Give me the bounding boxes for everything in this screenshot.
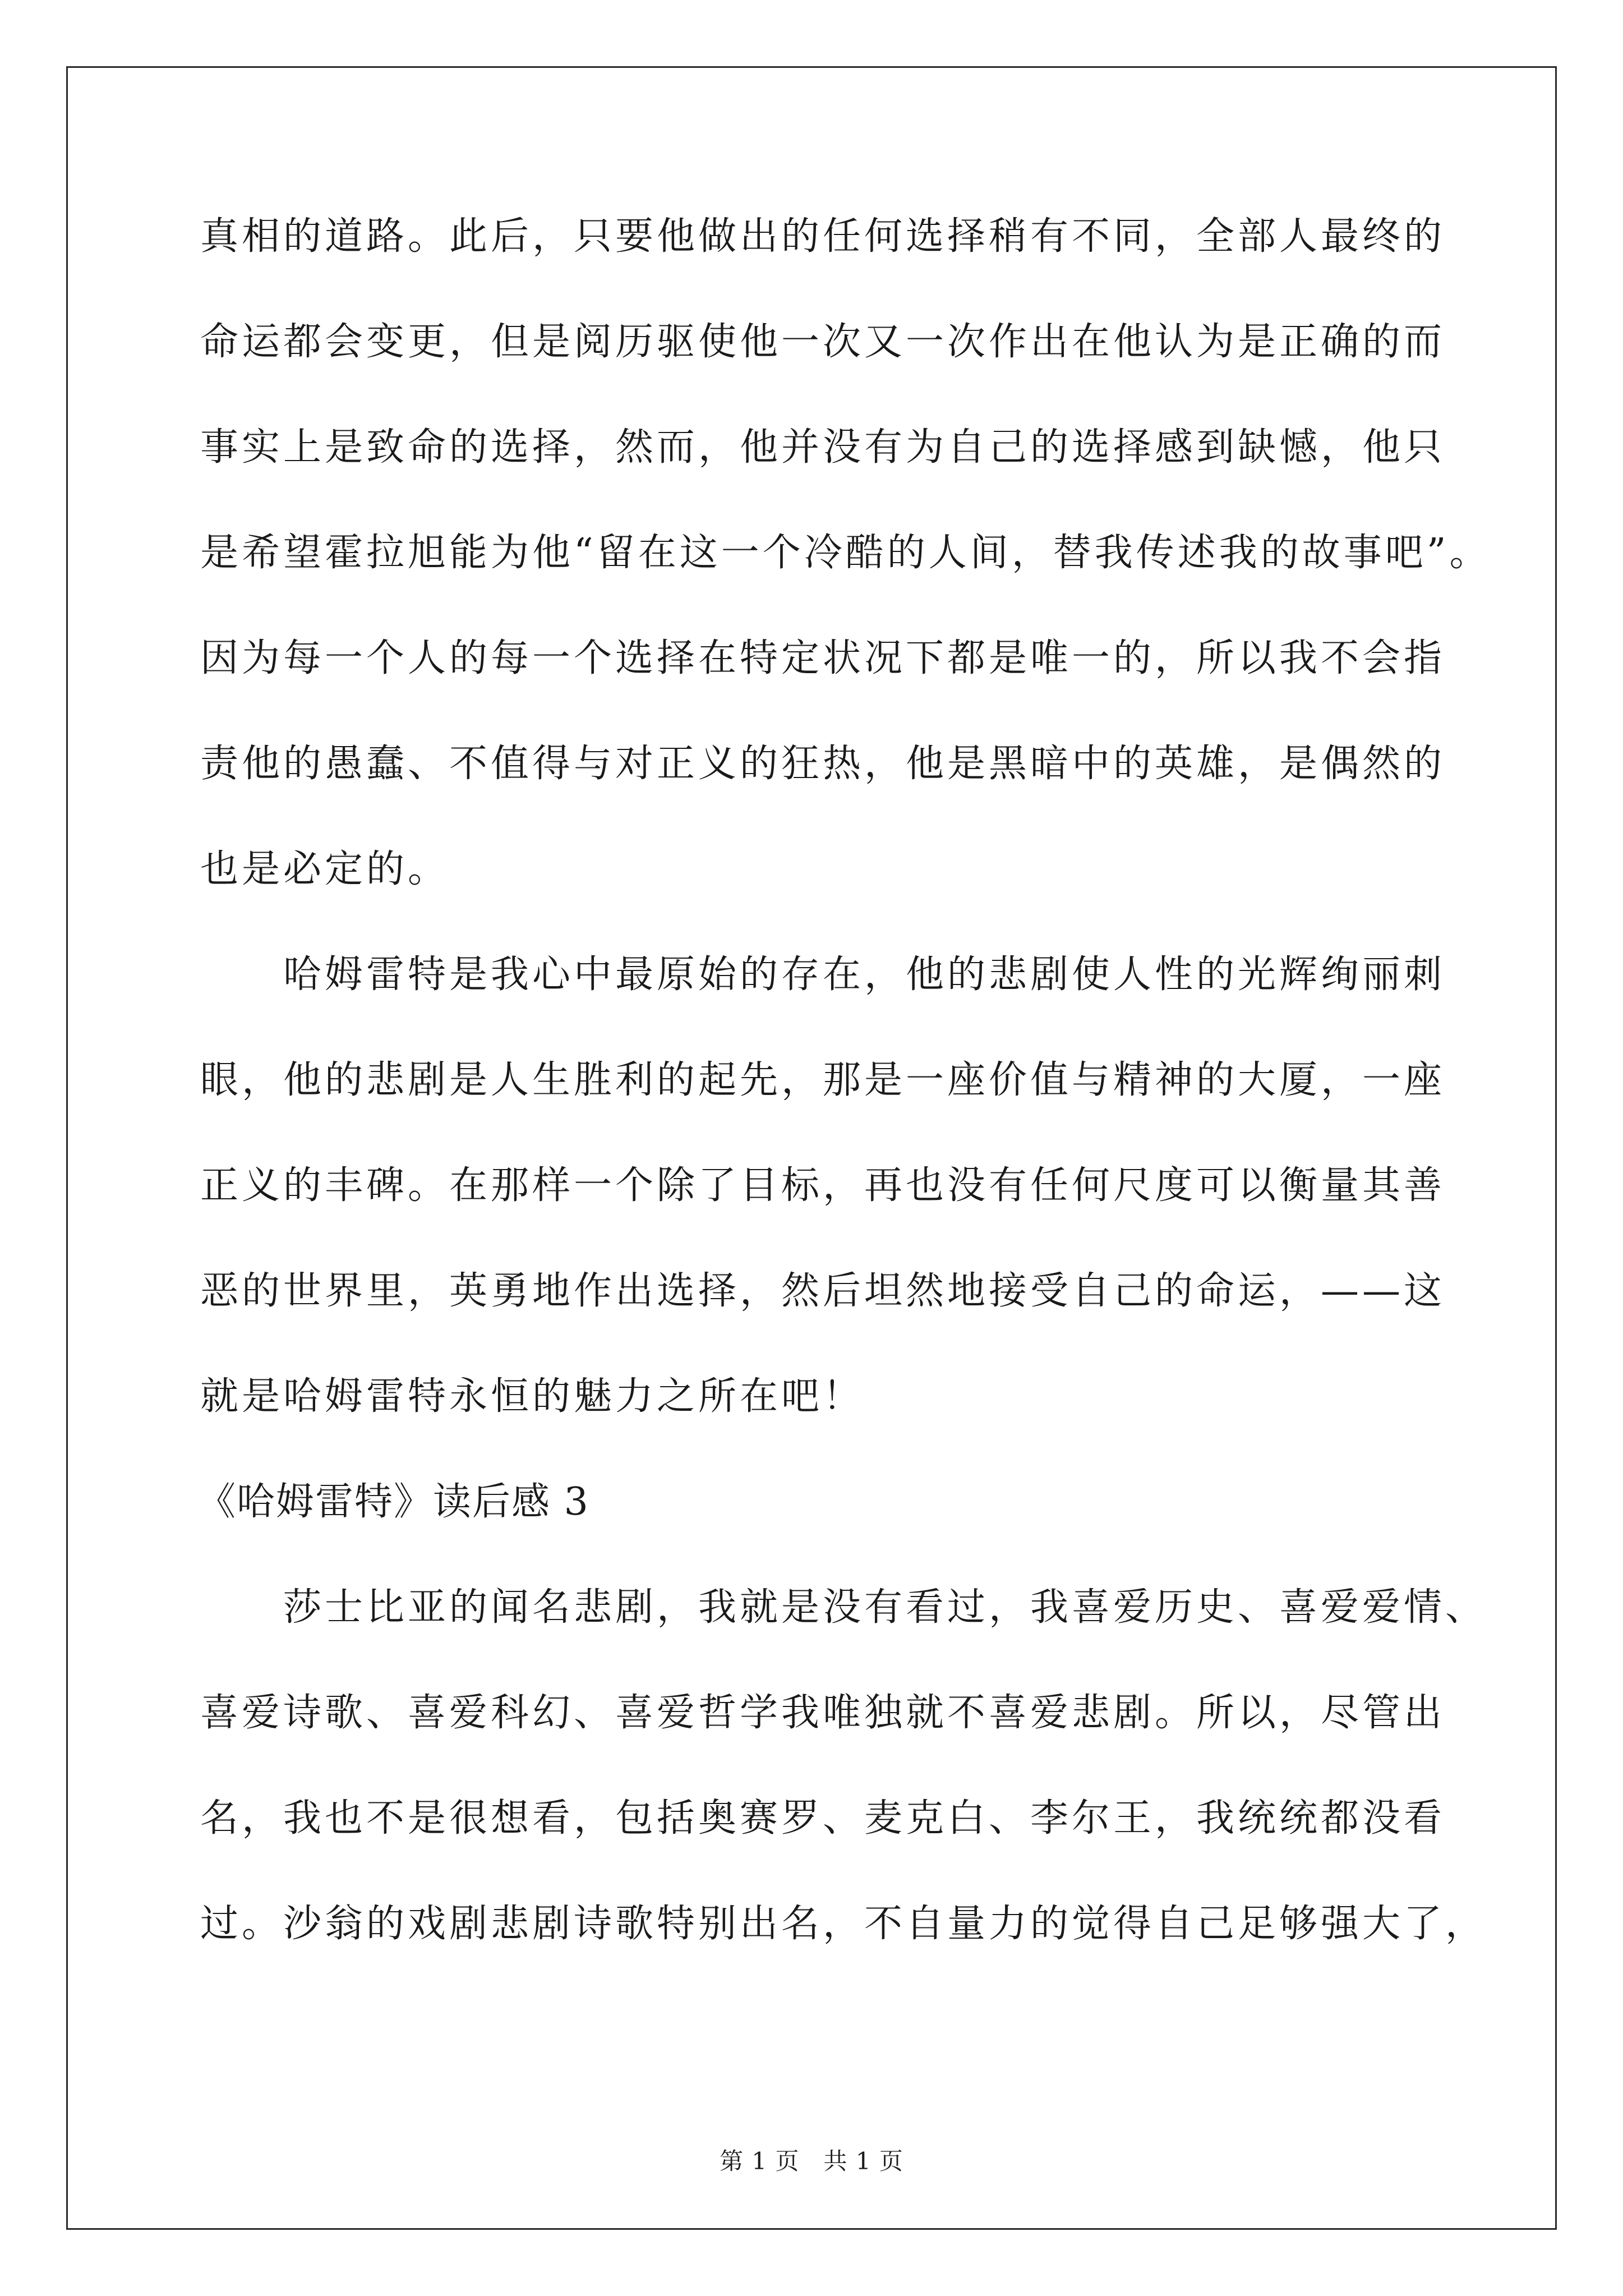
text-line: 喜爱诗歌、喜爱科幻、喜爱哲学我唯独就不喜爱悲剧。所以，尽管出	[200, 1691, 1446, 1735]
text-line: 因为每一个人的每一个选择在特定状况下都是唯一的，所以我不会指	[200, 636, 1446, 680]
paragraph-first-line: 哈姆雷特是我心中最原始的存在，他的悲剧使人性的光辉绚丽刺	[283, 953, 1446, 997]
text-line: 名，我也不是很想看，包括奥赛罗、麦克白、李尔王，我统统都没看	[200, 1796, 1446, 1841]
text-line: 过。沙翁的戏剧悲剧诗歌特别出名，不自量力的觉得自己足够强大了，	[200, 1902, 1487, 1946]
text-line: 就是哈姆雷特永恒的魅力之所在吧！	[200, 1374, 865, 1419]
text-line: 责他的愚蠢、不值得与对正义的狂热，他是黑暗中的英雄，是偶然的	[200, 742, 1446, 786]
section-heading: 《哈姆雷特》读后感 3	[197, 1480, 589, 1524]
text-line: 事实上是致命的选择，然而，他并没有为自己的选择感到缺憾，他只	[200, 425, 1446, 470]
text-line: 是希望霍拉旭能为他“留在这一个冷酷的人间，替我传述我的故事吧”。	[200, 531, 1491, 575]
page-footer: 第 1 页 共 1 页	[720, 2147, 903, 2175]
paragraph-first-line: 莎士比亚的闻名悲剧，我就是没有看过，我喜爱历史、喜爱爱情、	[283, 1585, 1487, 1630]
text-line: 正义的丰碑。在那样一个除了目标，再也没有任何尺度可以衡量其善	[200, 1163, 1446, 1208]
text-line: 命运都会变更，但是阅历驱使他一次又一次作出在他认为是正确的而	[200, 320, 1446, 364]
text-line: 眼，他的悲剧是人生胜利的起先，那是一座价值与精神的大厦，一座	[200, 1058, 1446, 1102]
text-line: 真相的道路。此后，只要他做出的任何选择稍有不同，全部人最终的	[200, 214, 1446, 259]
text-line: 也是必定的。	[200, 847, 450, 891]
text-line: 恶的世界里，英勇地作出选择，然后坦然地接受自己的命运，——这	[200, 1269, 1446, 1313]
